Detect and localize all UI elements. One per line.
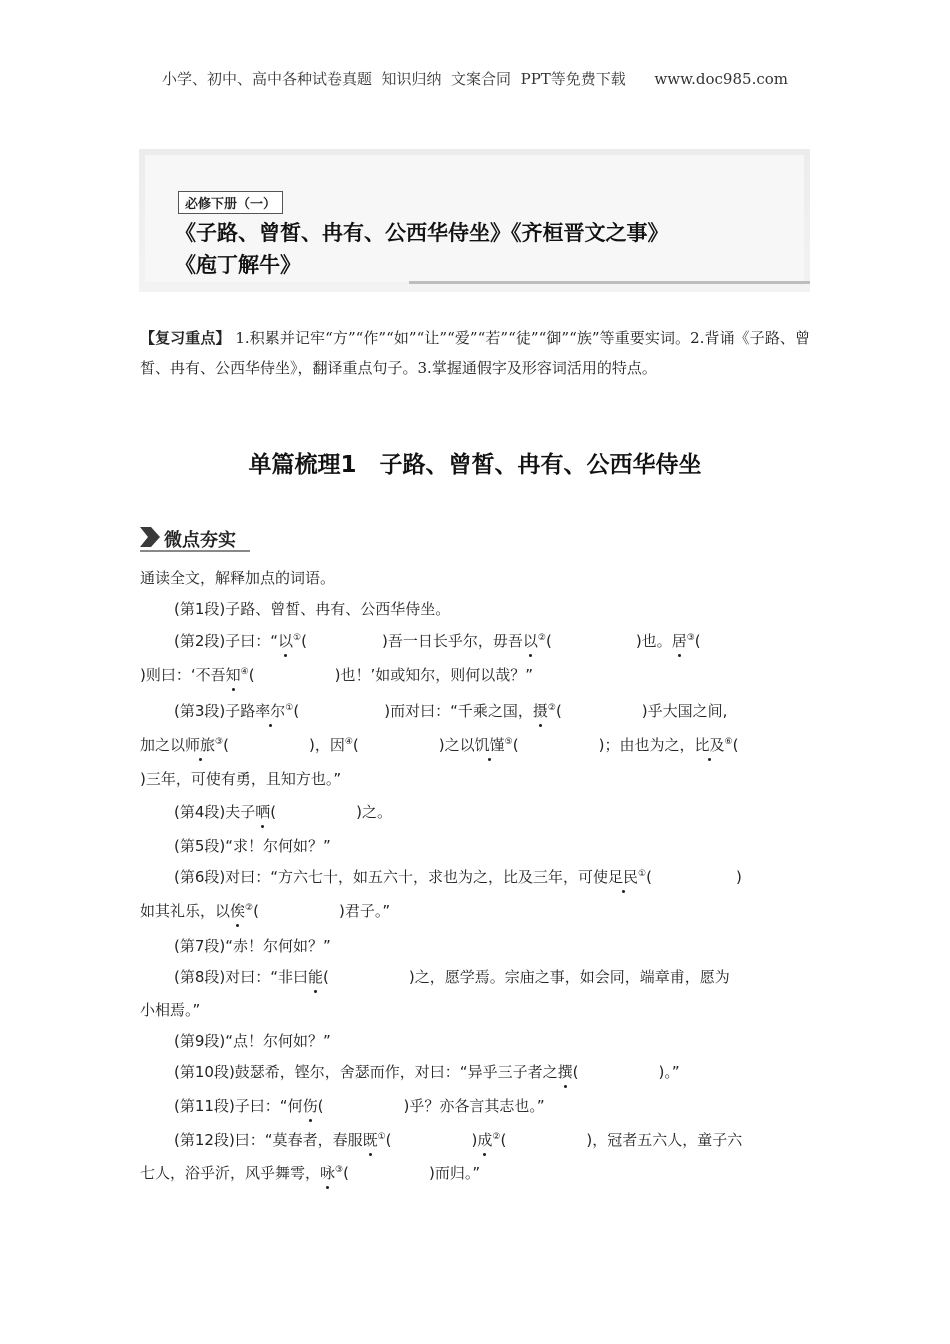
blank-open: (: [270, 803, 277, 821]
note-mark: ②: [547, 703, 556, 713]
blank-close: ): [308, 736, 315, 754]
paragraph-2: [174, 629, 701, 653]
blank-open: (: [343, 1164, 349, 1182]
banner-title-line2: 《庖丁解牛》: [175, 253, 301, 277]
note-mark: ②: [537, 633, 546, 643]
paragraph-2-cont: [140, 663, 533, 687]
text: 。”: [664, 1063, 680, 1081]
blank-open: (: [301, 632, 307, 650]
text: 之。: [361, 803, 392, 821]
blank-close: ): [356, 803, 362, 821]
dotted-word: 能: [308, 965, 323, 989]
sub-heading-text: 微点夯实: [164, 530, 236, 551]
note-mark: ①: [377, 1132, 386, 1142]
text: 之，愿学焉。宗庙之事，如会同，端章甫，愿为: [414, 968, 730, 986]
blank-close: ): [635, 632, 642, 650]
blank-close: ): [403, 1097, 410, 1115]
note-mark: ①: [293, 633, 302, 643]
blank-open: (: [555, 702, 562, 720]
blank-open: (: [732, 736, 739, 754]
paragraph-10: [174, 1060, 680, 1084]
paragraph-1: (第1段)子路、曾皙、冉有、公西华侍坐。: [174, 600, 451, 618]
blank-close: ): [598, 736, 605, 754]
blank-close: ): [140, 666, 146, 684]
dotted-word: 俟: [230, 899, 245, 923]
text: 也！’如或知尔，则何以哉？”: [340, 666, 533, 684]
blank-close: ): [338, 902, 345, 920]
paragraph-3-cont: [140, 733, 738, 757]
text: (第2段)子曰：“: [174, 632, 279, 650]
blank-close: ): [438, 736, 445, 754]
blank-open: (: [500, 1131, 507, 1149]
dotted-word: 比及: [694, 733, 724, 757]
paragraph-12: [174, 1128, 742, 1152]
note-mark: ③: [335, 1165, 344, 1175]
blank-close: ): [334, 666, 341, 684]
blank-open: (: [385, 1131, 392, 1149]
paragraph-8: [174, 965, 730, 989]
paragraph-4: [174, 800, 392, 824]
note-mark: ①: [285, 703, 294, 713]
note-mark: ③: [686, 633, 695, 643]
blank-close: ): [471, 1131, 478, 1149]
text: ，因: [314, 736, 345, 754]
note-mark: ④: [240, 667, 249, 677]
paragraph-5: (第5段)“求！尔何如？”: [174, 837, 331, 855]
blank-open: (: [646, 868, 652, 886]
paragraph-3: [174, 699, 727, 723]
paragraph-6: [174, 865, 742, 889]
page-header: 小学、初中、高中各种试卷真题 知识归纳 文案合同 PPT等免费下载 www.doc985.com: [161, 70, 788, 88]
note-mark: ②: [245, 903, 254, 913]
dotted-word: 伤: [303, 1094, 318, 1118]
blank-open: (: [694, 632, 701, 650]
dotted-word: 既: [363, 1128, 378, 1152]
note-mark: ⑤: [504, 737, 513, 747]
paragraph-7: (第7段)“赤！尔何如？”: [174, 937, 331, 955]
note-mark: ⑥: [724, 737, 733, 747]
text: 三年，可使有勇，且知方也。”: [145, 770, 342, 788]
banner-divider: [409, 281, 810, 284]
text: 之以: [444, 736, 475, 754]
blank-close: ): [140, 770, 146, 788]
blank-open: (: [323, 968, 329, 986]
blank-open: (: [352, 736, 359, 754]
paragraph-3-end: [140, 767, 341, 791]
blank-close: ): [586, 1131, 593, 1149]
text: (第12段)曰：“莫春者，春服: [174, 1131, 363, 1149]
blank-open: (: [545, 632, 552, 650]
blank-close: ): [408, 968, 415, 986]
dotted-word: 哂: [255, 800, 270, 824]
blank-close: ): [641, 702, 648, 720]
text: 加之以: [140, 736, 186, 754]
text: ；由也为之，: [604, 736, 695, 754]
blank-close: ): [428, 1164, 435, 1182]
note-mark: ④: [344, 737, 353, 747]
text: 七人，浴乎沂，风乎舞雩，: [140, 1164, 321, 1182]
text: 而对曰：“千乘之国，: [390, 702, 533, 720]
text: (第8段)对曰：“非曰: [174, 968, 309, 986]
text: ，冠者五六人，童子六: [592, 1131, 743, 1149]
text: 如其礼乐，以: [140, 902, 231, 920]
banner-panel: [145, 155, 804, 282]
banner-title-line1: 《子路、曾皙、冉有、公西华侍坐》《齐桓晋文之事》: [175, 221, 669, 245]
blank-open: (: [248, 666, 255, 684]
dotted-word: 率尔: [255, 699, 285, 723]
dotted-word: 知: [226, 663, 241, 687]
blank-close: ): [384, 702, 391, 720]
text: (第11段)子曰：“何: [174, 1097, 303, 1115]
review-label: 【复习重点】: [140, 329, 231, 347]
text: (第4段)夫子: [174, 803, 256, 821]
chapter-banner: [139, 149, 810, 292]
section-title: 单篇梳理1 子路、曾皙、冉有、公西华侍坐: [248, 452, 702, 478]
dotted-word: 师旅: [185, 733, 215, 757]
blank-open: (: [293, 702, 300, 720]
text: 君子。”: [344, 902, 391, 920]
paragraph-12-cont: [140, 1161, 480, 1185]
paragraph-8-cont: 小相焉。”: [140, 1001, 201, 1019]
paragraph-9: (第9段)“点！尔何如？”: [174, 1032, 331, 1050]
text: (第6段)对曰：“方六七十，如五六十，求也为之，比及三年，可使: [174, 868, 609, 886]
play-arrow-icon: [140, 527, 160, 547]
dotted-word: 摄: [533, 699, 548, 723]
blank-open: (: [572, 1063, 579, 1081]
dotted-word: 居: [672, 629, 687, 653]
blank-open: (: [512, 736, 519, 754]
dotted-word: 足民: [608, 865, 638, 889]
text: 而归。”: [434, 1164, 481, 1182]
sub-heading: [140, 526, 250, 552]
note-mark: ①: [638, 869, 647, 879]
blank-close: ): [735, 868, 742, 886]
text: 吾一日长乎尔，毋吾: [387, 632, 523, 650]
volume-tag: 必修下册（一）: [178, 191, 283, 214]
blank-close: ): [658, 1063, 665, 1081]
text: 乎大国之间,: [647, 702, 728, 720]
dotted-word: 咏: [320, 1161, 335, 1185]
text: 也。: [641, 632, 672, 650]
paragraph-6-cont: [140, 899, 390, 923]
text: (第3段)子路: [174, 702, 256, 720]
dotted-word: 成: [477, 1128, 492, 1152]
instruction: 通读全文，解释加点的词语。: [140, 569, 336, 587]
review-focus: [140, 323, 810, 383]
blank-close: ): [381, 632, 388, 650]
text: (第10段)鼓瑟希，铿尔，舍瑟而作，对曰：“异乎三子者之: [174, 1063, 558, 1081]
dotted-word: 以: [523, 629, 538, 653]
note-mark: ②: [492, 1132, 501, 1142]
blank-open: (: [317, 1097, 324, 1115]
blank-open: (: [253, 902, 259, 920]
review-text: 1.积累并记牢“方”“作”“如”“让”“爱”“若”“徒”“御”“族”等重要实词。2.背诵《子路、曾皙、冉有、公西华侍坐》，翻译重点句子。3.掌握通假字及形容词活用的特点。: [140, 329, 810, 377]
dotted-word: 撰: [558, 1060, 573, 1084]
dotted-word: 以: [278, 629, 293, 653]
text: 则曰：‘不吾: [145, 666, 226, 684]
note-mark: ③: [215, 737, 224, 747]
paragraph-11: [174, 1094, 545, 1118]
text: 乎？亦各言其志也。”: [409, 1097, 545, 1115]
dotted-word: 饥馑: [475, 733, 505, 757]
blank-open: (: [223, 736, 229, 754]
